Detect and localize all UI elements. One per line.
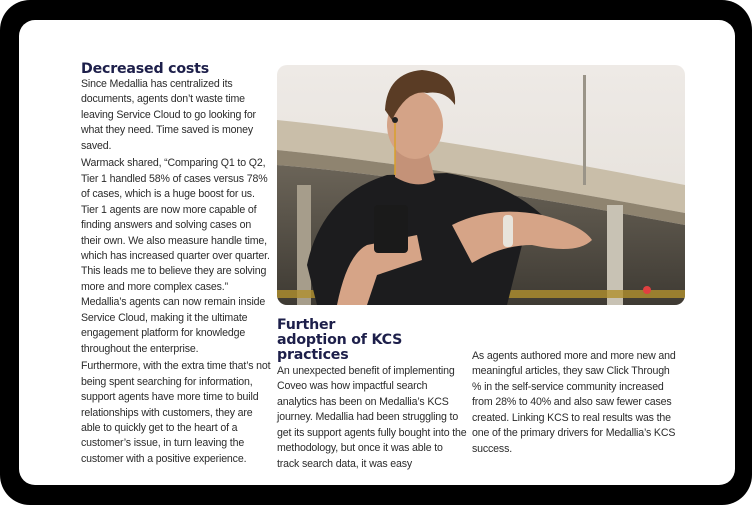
decreased-costs-heading: Decreased costs (81, 61, 209, 77)
paragraph: Furthermore, with the extra time that’s not being spent searching for information, support agents have more time to build relationships with customers, they are able to quickly get to the heart of a customer’s issue, in turn leaving the customer with a positive experience. (81, 360, 271, 465)
middle-column (277, 318, 467, 472)
paragraph: As agents authored more and more new and meaningful articles, they saw Click Through % in the self-service community increased from 28% to 40% and also saw fewer cases created. Linking KCS to real results was the one of the primary drivers for Medallia’s KCS success. (472, 350, 676, 455)
paragraph: An unexpected benefit of implementing Coveo was how impactful search analytics has been on Medallia’s KCS journey. Medallia had been struggling to get its support agents fully bought into the methodology, but once it was able to track search data, it was easy (277, 365, 467, 470)
right-column (472, 349, 677, 457)
document-page (19, 20, 735, 485)
runner-checking-watch-photo (277, 65, 685, 305)
left-column (81, 62, 271, 467)
kcs-practices-heading: Further adoption of KCS practices (277, 317, 403, 363)
paragraph: Warmack shared, “Comparing Q1 to Q2, Tier 1 handled 58% of cases versus 78% of cases, which is a huge boost for us. Tier 1 agents are now more capable of finding answers and solving cases on their own. We also measure handle time, which has increased quarter over quarter. This leads me to believe they are solving more and more complex cases.” Medallia’s agents can now remain inside Service Cloud, making it the ultimate engagement platform for knowledge throughout the enterprise. (81, 157, 270, 355)
paragraph: Since Medallia has centralized its documents, agents don’t waste time leaving Service Cloud to go looking for what they need. Time saved is money saved. (81, 78, 256, 152)
